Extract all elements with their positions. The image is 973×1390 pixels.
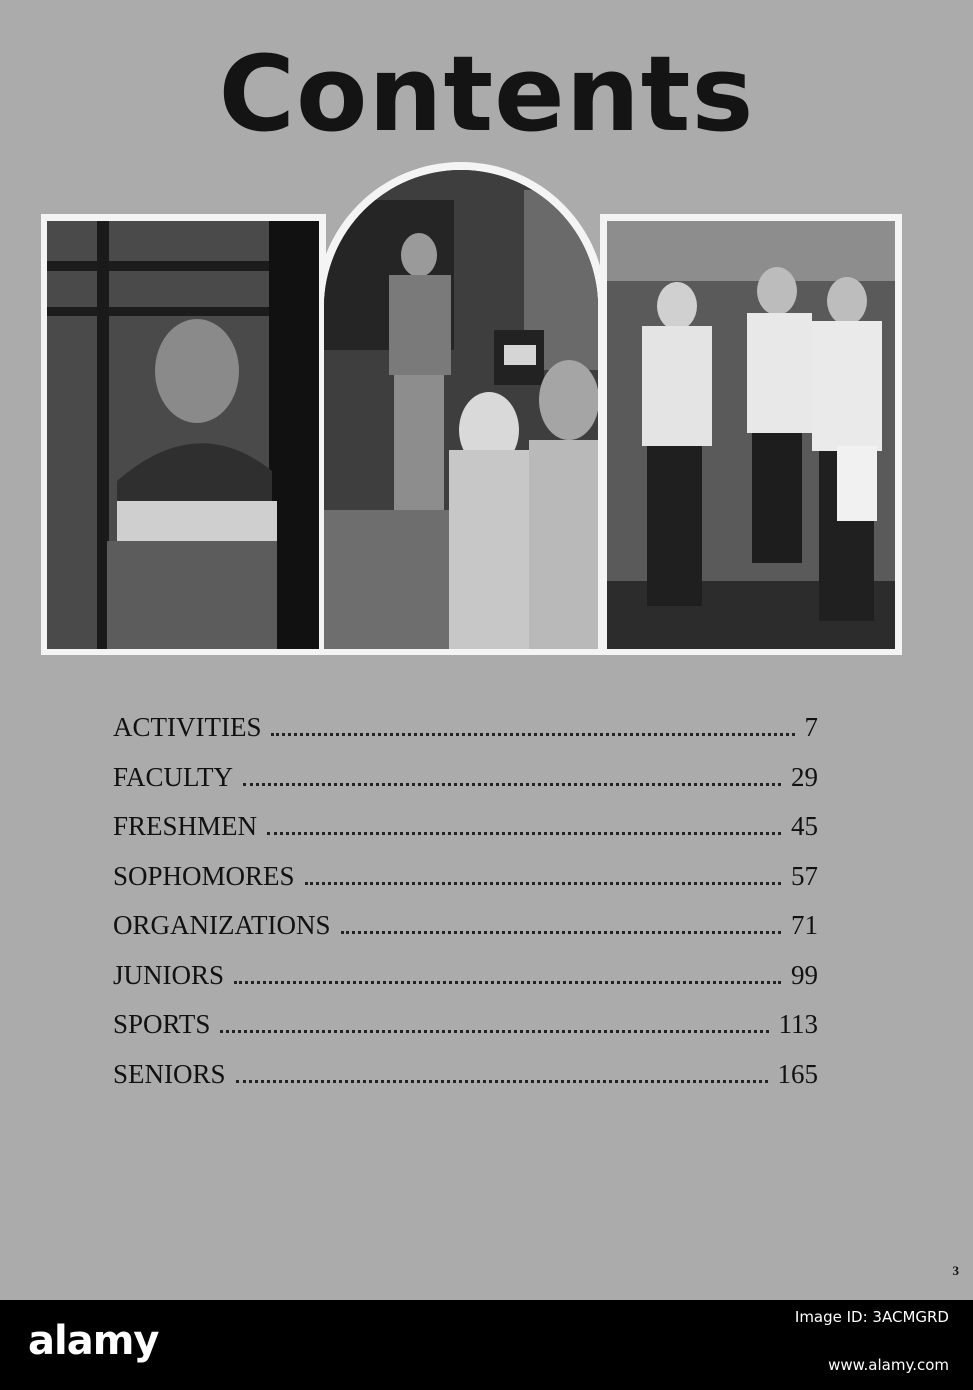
toc-leader-dots xyxy=(236,1080,768,1083)
toc-entry-label: ACTIVITIES xyxy=(113,712,262,742)
toc-entry-label: ORGANIZATIONS xyxy=(113,910,331,940)
toc-entry-label: SPORTS xyxy=(113,1009,211,1039)
toc-entry-page: 45 xyxy=(791,811,818,841)
toc-entry-page: 113 xyxy=(778,1009,818,1039)
toc-leader-dots xyxy=(220,1030,768,1033)
toc-entry-activities[interactable] xyxy=(113,712,818,762)
photo-cheerleaders xyxy=(607,221,895,649)
photo-teacher-classroom-graphic xyxy=(324,170,598,649)
image-id-label: Image ID: 3ACMGRD xyxy=(794,1308,949,1326)
brand-logo: alamy xyxy=(28,1318,159,1364)
toc-entry-page: 7 xyxy=(804,712,818,742)
toc-entry-page: 71 xyxy=(791,910,818,940)
page-number: 3 xyxy=(952,1263,959,1278)
toc-entry-label: FRESHMEN xyxy=(113,811,258,841)
toc-entry-label: SENIORS xyxy=(113,1058,226,1089)
toc-entry-sophomores[interactable] xyxy=(113,861,818,911)
photo-student-writing xyxy=(47,221,319,649)
toc-entry-juniors[interactable] xyxy=(113,960,818,1010)
toc-leader-dots xyxy=(271,733,794,736)
toc-leader-dots xyxy=(267,832,781,835)
site-url: www.alamy.com xyxy=(828,1356,949,1374)
toc-entry-page: 99 xyxy=(791,959,818,990)
table-of-contents xyxy=(113,712,818,1108)
photo-teacher-classroom xyxy=(324,170,598,649)
toc-entry-label: SOPHOMORES xyxy=(113,860,295,891)
toc-entry-page: 29 xyxy=(791,761,818,792)
page-title: Contents xyxy=(218,33,755,155)
toc-leader-dots xyxy=(234,981,781,984)
photo-student-writing-graphic xyxy=(47,221,319,649)
toc-entry-organizations[interactable] xyxy=(113,910,818,960)
toc-entry-page: 165 xyxy=(777,1058,818,1089)
toc-entry-label: JUNIORS xyxy=(113,959,225,990)
photo-cheerleaders-graphic xyxy=(607,221,895,649)
toc-leader-dots xyxy=(305,882,781,885)
toc-entry-seniors[interactable] xyxy=(113,1059,818,1109)
toc-entry-page: 57 xyxy=(791,860,818,891)
toc-entry-label: FACULTY xyxy=(113,761,234,792)
toc-entry-sports[interactable] xyxy=(113,1009,818,1059)
toc-entry-freshmen[interactable] xyxy=(113,811,818,861)
toc-entry-faculty[interactable] xyxy=(113,762,818,812)
toc-leader-dots xyxy=(341,931,782,934)
stock-footer-bar xyxy=(0,1300,973,1390)
toc-leader-dots xyxy=(243,783,781,786)
